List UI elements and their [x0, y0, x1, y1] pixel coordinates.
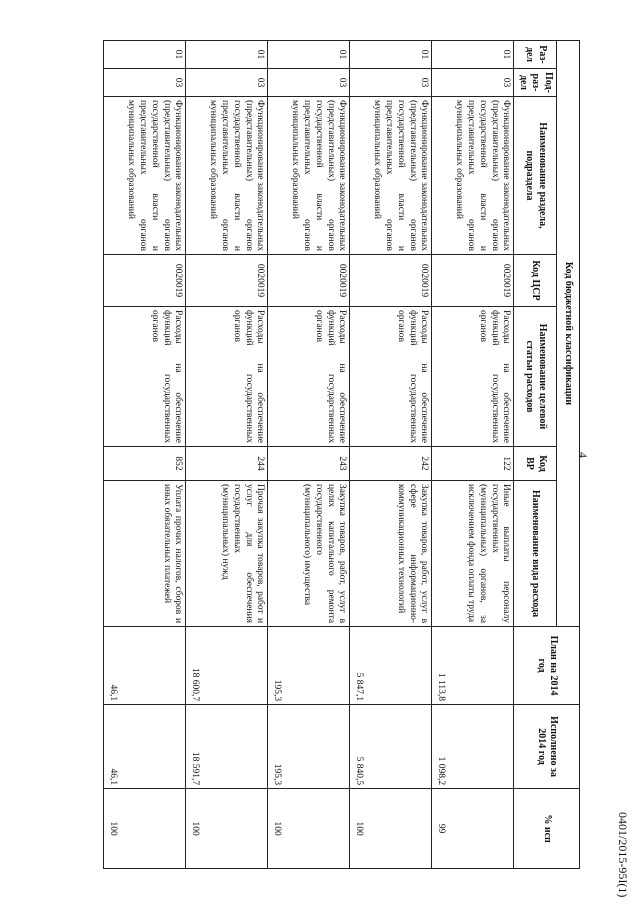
header-csr: Код ЦСР — [514, 255, 557, 307]
cell-exec: 195,3 — [268, 705, 350, 789]
cell-podrazdel: 03 — [186, 69, 268, 97]
cell-podrazdel: 03 — [268, 69, 350, 97]
cell-plan: 195,3 — [268, 627, 350, 705]
table-row — [104, 41, 186, 869]
cell-name-vr: Иные выплаты персоналу государственных (муниципальных) органов, за исключением фонда оплаты труда — [432, 481, 514, 627]
cell-vr: 852 — [104, 447, 186, 481]
cell-exec: 1 098,2 — [432, 705, 514, 789]
cell-name-razdel: Функционирование законодательных (представительных) органов государственной власти и представительных органов муниципальных образований — [104, 97, 186, 255]
cell-razdel: 01 — [268, 41, 350, 69]
header-exec: Исполнено за 2014 год — [514, 705, 580, 789]
cell-vr: 243 — [268, 447, 350, 481]
header-podrazdel: Под-раз-дел — [514, 69, 557, 97]
header-name-razdel: Наименование раздела, подраздела — [514, 97, 557, 255]
cell-name-vr: Прочая закупка товаров, работ и услуг для обеспечения государственных (муниципальных) нужд — [186, 481, 268, 627]
cell-plan: 5 847,1 — [350, 627, 432, 705]
cell-podrazdel: 03 — [350, 69, 432, 97]
cell-csr: 0020019 — [350, 255, 432, 307]
cell-name-razdel: Функционирование законодательных (представительных) органов государственной власти и представительных органов муниципальных образований — [432, 97, 514, 255]
cell-exec: 5 840,5 — [350, 705, 432, 789]
cell-pct: 100 — [268, 789, 350, 869]
table-row — [432, 41, 514, 869]
cell-name-razdel: Функционирование законодательных (представительных) органов государственной власти и представительных органов муниципальных образований — [186, 97, 268, 255]
cell-csr: 0020019 — [432, 255, 514, 307]
cell-exec: 18 591,7 — [186, 705, 268, 789]
table-row — [268, 41, 350, 869]
cell-plan: 18 600,7 — [186, 627, 268, 705]
cell-name-razdel: Функционирование законодательных (представительных) органов государственной власти и представительных органов муниципальных образований — [350, 97, 432, 255]
cell-name-csr: Расходы на обеспечение функций государственных органов — [350, 307, 432, 447]
budget-table — [104, 40, 581, 869]
cell-plan: 46,1 — [104, 627, 186, 705]
cell-podrazdel: 03 — [432, 69, 514, 97]
header-pct: % исп — [514, 789, 580, 869]
cell-razdel: 01 — [432, 41, 514, 69]
document-id: 0401/2015-95I(1) — [616, 812, 630, 898]
cell-pct: 100 — [350, 789, 432, 869]
cell-name-vr: Закупка товаров, работ, услуг в сфере информационно-коммуникационных технологий — [350, 481, 432, 627]
cell-vr: 122 — [432, 447, 514, 481]
cell-csr: 0020019 — [186, 255, 268, 307]
cell-name-csr: Расходы на обеспечение функций государственных органов — [104, 307, 186, 447]
header-vr: Код ВР — [514, 447, 557, 481]
header-razdel: Раз-дел — [514, 41, 557, 69]
cell-podrazdel: 03 — [104, 69, 186, 97]
cell-pct: 100 — [186, 789, 268, 869]
cell-name-vr: Закупка товаров, работ, услуг в целях капитального ремонта государственного (муниципального) имущества — [268, 481, 350, 627]
group-header: Код бюджетной классификации — [557, 41, 580, 627]
cell-csr: 0020019 — [104, 255, 186, 307]
cell-name-csr: Расходы на обеспечение функций государственных органов — [268, 307, 350, 447]
header-plan: План на 2014 год — [514, 627, 580, 705]
cell-razdel: 01 — [186, 41, 268, 69]
header-name-csr: Наименование целевой статьи расходов — [514, 307, 557, 447]
table-row — [186, 41, 268, 869]
cell-exec: 46,1 — [104, 705, 186, 789]
cell-pct: 99 — [432, 789, 514, 869]
header-name-vr: Наименование вида расхода — [514, 481, 557, 627]
cell-name-vr: Уплата прочих налогов, сборов и иных обязательных платежей — [104, 481, 186, 627]
cell-plan: 1 113,8 — [432, 627, 514, 705]
rotated-table-page — [80, 40, 580, 868]
cell-razdel: 01 — [104, 41, 186, 69]
cell-name-csr: Расходы на обеспечение функций государственных органов — [186, 307, 268, 447]
cell-name-razdel: Функционирование законодательных (представительных) органов государственной власти и представительных органов муниципальных образований — [268, 97, 350, 255]
cell-pct: 100 — [104, 789, 186, 869]
cell-vr: 244 — [186, 447, 268, 481]
cell-csr: 0020019 — [268, 255, 350, 307]
page-number: 4 — [576, 452, 590, 458]
cell-vr: 242 — [350, 447, 432, 481]
cell-razdel: 01 — [350, 41, 432, 69]
cell-name-csr: Расходы на обеспечение функций государственных органов — [432, 307, 514, 447]
table-row — [350, 41, 432, 869]
